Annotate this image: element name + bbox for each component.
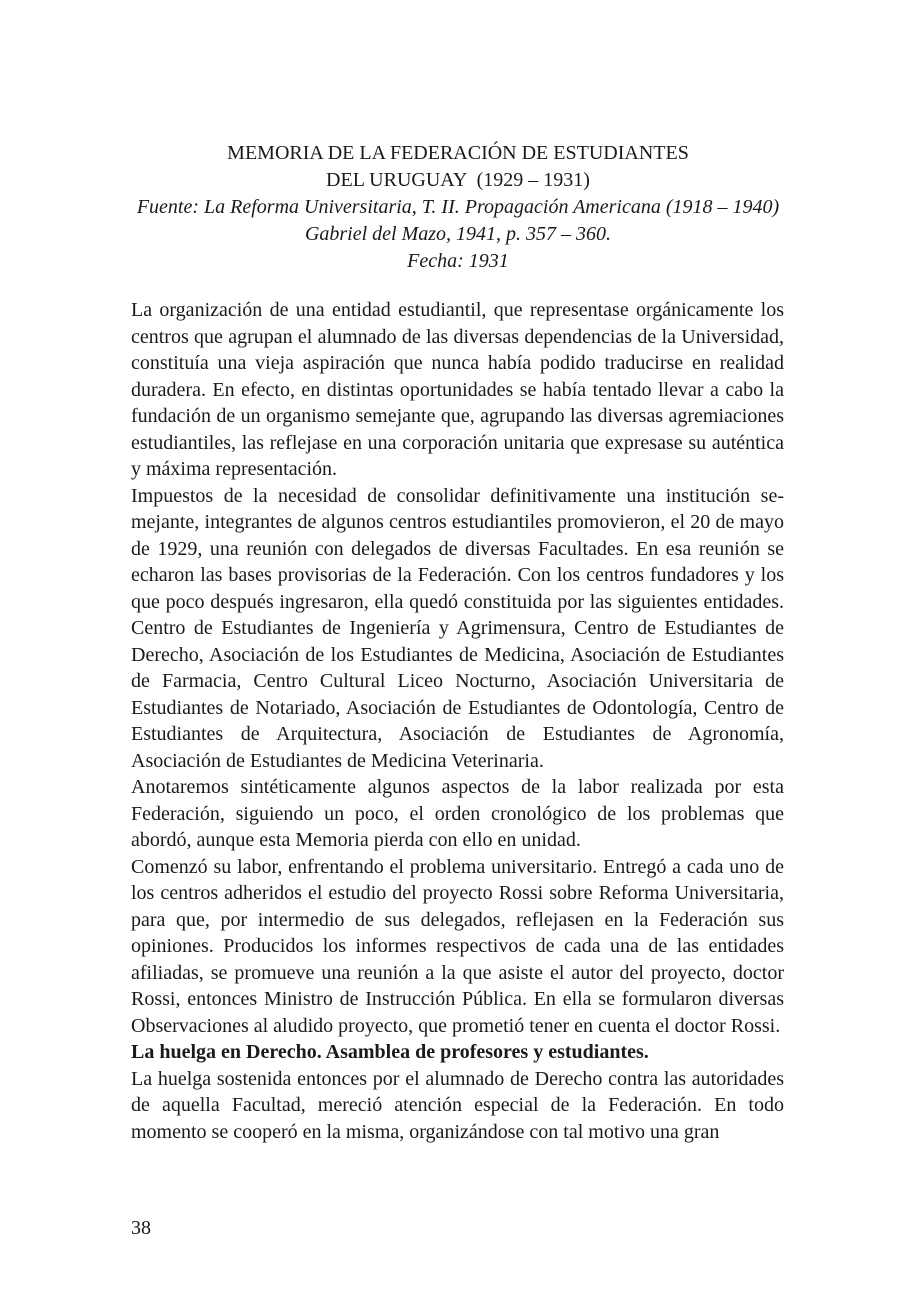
title-line-1: MEMORIA DE LA FEDERACIÓN DE ESTUDIANTES: [227, 142, 689, 164]
paragraph-3: Anotaremos sintéticamente algunos aspectos de la labor realizada por esta Federación, siguiendo un poco, el orden cronológico de los problemas que abordó, aunque esta Memoria pierda con ello en unidad.: [131, 776, 784, 851]
paragraph-4: Comenzó su labor, enfrentando el problema universitario. Entregó a cada uno de los centros adheridos el estudio del proyecto Rossi sobre Reforma Universitaria, para que, por intermedio de sus delegados, reflejasen en la Federación sus opiniones. Producidos los informes respectivos de cada una de las entidades afiliadas, se promueve una reunión a la que asiste el autor del proyecto, doctor Rossi, entonces Ministro de Instrucción Pública. En ella se formularon diversas Observaciones al aludido proyecto, que prometió tener en cuenta el doctor Rossi.: [131, 855, 784, 1037]
source-line-1: Fuente: La Reforma Universitaria, T. II. Propagación Americana (1918 – 1940): [136, 196, 780, 218]
paragraph-2: Impuestos de la necesidad de consolidar definitivamente una institución semejante, integrantes de algunos centros estudiantiles promovieron, el 20 de mayo de 1929, una reunión con delegados de diversas Facultades. En esa reunión se echaron las bases provisorias de la Federación. Con los centros fundadores y los que poco después ingresaron, ella quedó constituida por las siguientes entidades. Centro de Estudiantes de Ingeniería y Agrimensura, Centro de Estudiantes de Derecho, Asociación de los Estudiantes de Medicina, Asociación de Estudiantes de Farmacia, Centro Cultural Liceo Nocturno, Asociación Universitaria de Estudiantes de Notariado, Asociación de Estudiantes de Odontología, Centro de Estudiantes de Arquitectura, Asociación de Estudiantes de Agronomía, Asociación de Estudiantes de Medicina Veterinaria.: [131, 484, 784, 772]
title-line-2: DEL URUGUAY (1929 – 1931): [326, 169, 590, 191]
page-number: 38: [131, 1217, 151, 1239]
date-line: Fecha: 1931: [407, 250, 509, 272]
source-line-2: Gabriel del Mazo, 1941, p. 357 – 360.: [304, 223, 612, 245]
document-header: [0, 140, 916, 275]
body-text: [131, 297, 784, 1145]
paragraph-1: La organización de una entidad estudiantil, que representase orgánicamente los centros que agrupan el alumnado de las diversas dependencias de la Universidad, constituía una vieja aspiración que nunca había podido traducirse en realidad duradera. En efecto, en distintas oportunidades se había tentado llevar a cabo la fundación de un organismo semejante que, agrupando las diversas agremiaciones estudiantiles, las reflejase en una corporación unitaria que expresase su auténtica y máxima representación.: [131, 299, 784, 480]
paragraph-5: La huelga sostenida entonces por el alumnado de Derecho contra las autoridades de aquella Facultad, mereció atención especial de la Federación. En todo momento se cooperó en la misma, organizándose con tal motivo una gran: [131, 1067, 784, 1143]
section-heading: La huelga en Derecho. Asamblea de profesores y estudiantes.: [131, 1041, 649, 1063]
